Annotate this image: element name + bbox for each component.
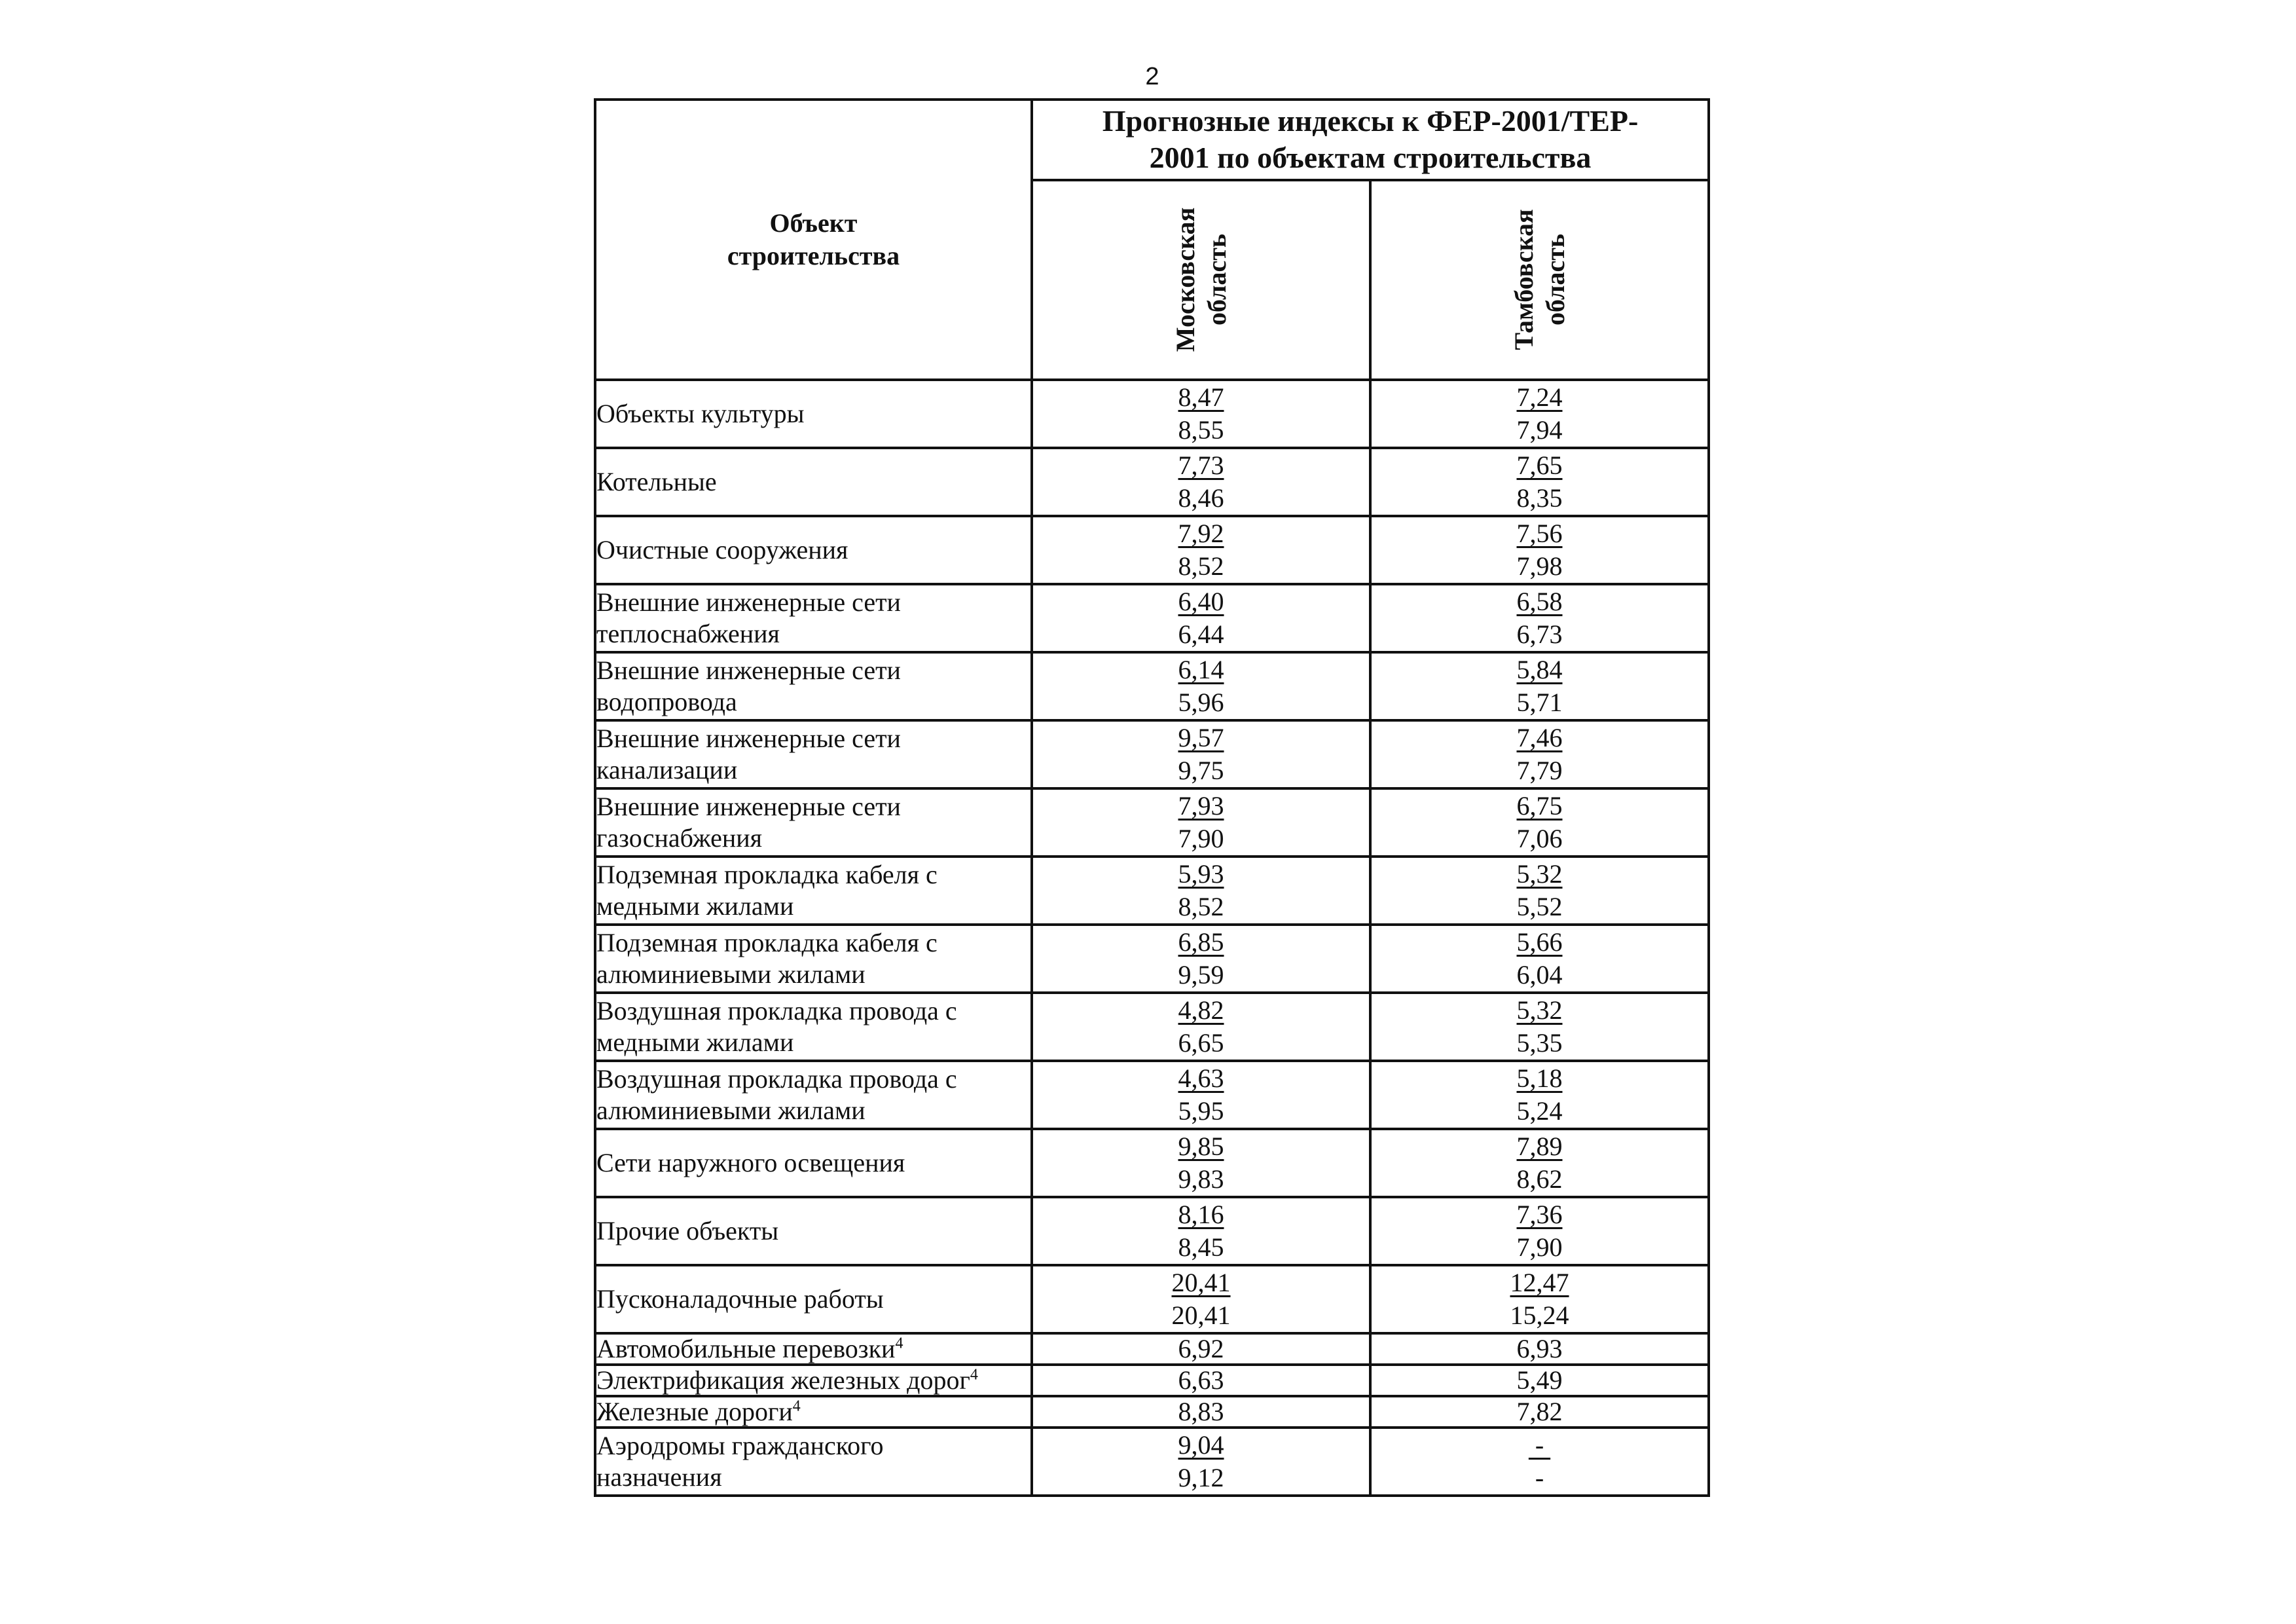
tambov-value-top: 12,47	[1510, 1268, 1569, 1297]
moscow-value-top: 6,85	[1178, 927, 1224, 957]
region-moscow-line-1: Московская	[1170, 208, 1200, 352]
moscow-value-top: 7,92	[1178, 519, 1224, 548]
table-row	[595, 1333, 1709, 1365]
row-name	[595, 448, 1032, 516]
moscow-value-bottom: 8,45	[1178, 1232, 1224, 1262]
moscow-value-top: 9,04	[1178, 1430, 1224, 1460]
row-name	[595, 1396, 1032, 1428]
tambov-value-top: 7,46	[1516, 723, 1563, 752]
moscow-values	[1032, 788, 1370, 857]
table-row	[595, 1197, 1709, 1265]
moscow-value-top: 8,16	[1178, 1200, 1224, 1229]
tambov-value-bottom: 7,98	[1516, 551, 1563, 581]
tambov-value-bottom: 7,90	[1516, 1232, 1563, 1262]
row-name-text: Автомобильные перевозки	[596, 1334, 896, 1363]
region-moscow-line-2: область	[1201, 234, 1231, 326]
tambov-values	[1370, 652, 1709, 720]
region-tambov-line-2: область	[1540, 234, 1570, 326]
tambov-values	[1370, 584, 1709, 652]
table-row	[595, 1428, 1709, 1496]
tambov-value-top: 5,66	[1516, 927, 1563, 957]
table-row	[595, 857, 1709, 925]
tambov-value-bottom: 6,73	[1516, 619, 1563, 649]
table-row	[595, 516, 1709, 584]
tambov-value-top: 7,65	[1516, 451, 1563, 480]
row-name	[595, 720, 1032, 788]
moscow-values	[1032, 380, 1370, 448]
row-name-text: Электрификация железных дорог	[596, 1365, 970, 1395]
row-name-text: Объекты культуры	[596, 399, 805, 428]
tambov-value-bottom: 5,35	[1516, 1028, 1563, 1058]
row-name-line-1: Подземная прокладка кабеля с	[596, 860, 938, 889]
row-name	[595, 993, 1032, 1061]
tambov-value-top: 5,18	[1516, 1063, 1563, 1093]
footnote-marker: 4	[970, 1366, 978, 1384]
moscow-value-bottom: 9,12	[1178, 1463, 1224, 1492]
table-row	[595, 1396, 1709, 1428]
tambov-value: 6,93	[1370, 1333, 1709, 1365]
moscow-value-bottom: 9,59	[1178, 960, 1224, 989]
tambov-value-bottom: 6,04	[1516, 960, 1563, 989]
tambov-value-bottom: 8,62	[1516, 1164, 1563, 1194]
tambov-value-bottom: 5,71	[1516, 688, 1563, 717]
row-name	[595, 1129, 1032, 1197]
row-name-line-1: Воздушная прокладка провода с	[596, 996, 957, 1025]
row-name	[595, 1265, 1032, 1333]
table-row	[595, 993, 1709, 1061]
moscow-value-bottom: 20,41	[1171, 1301, 1231, 1330]
moscow-value-top: 7,73	[1178, 451, 1224, 480]
row-name	[595, 1333, 1032, 1365]
tambov-value-top: 5,32	[1516, 995, 1563, 1025]
tambov-values	[1370, 1428, 1709, 1496]
moscow-value-bottom: 8,52	[1178, 892, 1224, 921]
tambov-values	[1370, 1265, 1709, 1333]
row-name-text: Железные дороги	[596, 1397, 793, 1426]
header-group-line-1: Прогнозные индексы к ФЕР-2001/ТЕР-	[1102, 104, 1639, 138]
tambov-value-bottom: 8,35	[1516, 483, 1563, 513]
moscow-value-top: 9,57	[1178, 723, 1224, 752]
tambov-value-bottom: 7,79	[1516, 756, 1563, 785]
moscow-value-top: 6,14	[1178, 655, 1224, 684]
moscow-values	[1032, 1129, 1370, 1197]
row-name	[595, 652, 1032, 720]
row-name-line-2: канализации	[596, 755, 738, 784]
row-name	[595, 380, 1032, 448]
tambov-value-top: 7,89	[1516, 1132, 1563, 1161]
row-name-text: Прочие объекты	[596, 1216, 779, 1246]
moscow-values	[1032, 993, 1370, 1061]
row-name	[595, 1061, 1032, 1129]
tambov-values	[1370, 857, 1709, 925]
row-name	[595, 516, 1032, 584]
moscow-values	[1032, 584, 1370, 652]
row-name-line-2: теплоснабжения	[596, 619, 780, 648]
row-name-text: Очистные сооружения	[596, 535, 848, 564]
moscow-value: 8,83	[1032, 1396, 1370, 1428]
tambov-value: 7,82	[1370, 1396, 1709, 1428]
row-name-line-2: водопровода	[596, 687, 737, 716]
moscow-value-bottom: 6,44	[1178, 619, 1224, 649]
tambov-value-bottom: 5,52	[1516, 892, 1563, 921]
row-name-line-1: Внешние инженерные сети	[596, 587, 901, 617]
tambov-values	[1370, 720, 1709, 788]
table-row	[595, 925, 1709, 993]
row-name-text: Пусконаладочные работы	[596, 1284, 884, 1314]
row-name-line-1: Внешние инженерные сети	[596, 655, 901, 685]
footnote-marker: 4	[792, 1397, 801, 1415]
moscow-values	[1032, 652, 1370, 720]
tambov-values	[1370, 1197, 1709, 1265]
tambov-value-bottom: 7,94	[1516, 415, 1563, 445]
moscow-value-top: 8,47	[1178, 382, 1224, 412]
header-object-column	[595, 100, 1032, 380]
moscow-value-bottom: 9,75	[1178, 756, 1224, 785]
moscow-value-bottom: 8,46	[1178, 483, 1224, 513]
table-row	[595, 448, 1709, 516]
header-index-group	[1032, 100, 1709, 180]
moscow-values	[1032, 857, 1370, 925]
row-name-line-2: газоснабжения	[596, 823, 763, 853]
row-name	[595, 788, 1032, 857]
moscow-values	[1032, 1197, 1370, 1265]
tambov-value-top: -	[1528, 1430, 1551, 1460]
header-group-line-2: 2001 по объектам строительства	[1149, 141, 1592, 175]
moscow-values	[1032, 925, 1370, 993]
row-name-line-1: Подземная прокладка кабеля с	[596, 928, 938, 957]
header-object-label-1: Объект	[769, 208, 858, 238]
moscow-value-bottom: 7,90	[1178, 824, 1224, 853]
table-row	[595, 1061, 1709, 1129]
moscow-value-bottom: 8,55	[1178, 415, 1224, 445]
table-row	[595, 1265, 1709, 1333]
row-name	[595, 1365, 1032, 1396]
header-object-label-2: строительства	[727, 241, 900, 270]
tambov-value-top: 5,84	[1516, 655, 1563, 684]
tambov-value-top: 7,36	[1516, 1200, 1563, 1229]
moscow-values	[1032, 516, 1370, 584]
row-name	[595, 1428, 1032, 1496]
moscow-values	[1032, 1265, 1370, 1333]
moscow-values	[1032, 720, 1370, 788]
table-row	[595, 652, 1709, 720]
header-region-moscow	[1032, 180, 1370, 380]
page-number: 2	[1145, 63, 1159, 90]
tambov-values	[1370, 516, 1709, 584]
tambov-values	[1370, 788, 1709, 857]
row-name-line-2: алюминиевыми жилами	[596, 1096, 866, 1125]
tambov-values	[1370, 380, 1709, 448]
tambov-value-top: 6,58	[1516, 587, 1563, 616]
tambov-value-bottom: -	[1535, 1463, 1544, 1492]
row-name-line-1: Аэродромы гражданского	[596, 1431, 884, 1460]
table-row	[595, 1129, 1709, 1197]
row-name-text: Сети наружного освещения	[596, 1148, 905, 1177]
table-row	[595, 788, 1709, 857]
row-name	[595, 925, 1032, 993]
table-row	[595, 1365, 1709, 1396]
row-name-line-1: Внешние инженерные сети	[596, 724, 901, 753]
moscow-value-top: 5,93	[1178, 859, 1224, 889]
moscow-value: 6,92	[1032, 1333, 1370, 1365]
tambov-value-bottom: 5,24	[1516, 1096, 1563, 1126]
tambov-values	[1370, 925, 1709, 993]
price-index-table	[594, 98, 1710, 1497]
tambov-value-top: 7,24	[1516, 382, 1563, 412]
moscow-value-bottom: 6,65	[1178, 1028, 1224, 1058]
tambov-value-top: 6,75	[1516, 791, 1563, 821]
tambov-values	[1370, 1061, 1709, 1129]
moscow-values	[1032, 448, 1370, 516]
tambov-value-top: 5,32	[1516, 859, 1563, 889]
moscow-values	[1032, 1061, 1370, 1129]
moscow-value-top: 6,40	[1178, 587, 1224, 616]
footnote-marker: 4	[895, 1335, 903, 1352]
row-name-line-2: алюминиевыми жилами	[596, 959, 866, 989]
tambov-value-top: 7,56	[1516, 519, 1563, 548]
tambov-values	[1370, 1129, 1709, 1197]
tambov-value: 5,49	[1370, 1365, 1709, 1396]
row-name	[595, 1197, 1032, 1265]
moscow-value-top: 7,93	[1178, 791, 1224, 821]
row-name-line-2: медными жилами	[596, 891, 794, 921]
row-name-line-1: Воздушная прокладка провода с	[596, 1064, 957, 1094]
moscow-values	[1032, 1428, 1370, 1496]
row-name-line-2: медными жилами	[596, 1027, 794, 1057]
moscow-value: 6,63	[1032, 1365, 1370, 1396]
moscow-value-top: 4,82	[1178, 995, 1224, 1025]
row-name-line-2: назначения	[596, 1462, 722, 1492]
moscow-value-top: 9,85	[1178, 1132, 1224, 1161]
tambov-values	[1370, 448, 1709, 516]
header-region-tambov	[1370, 180, 1709, 380]
moscow-value-top: 20,41	[1171, 1268, 1231, 1297]
tambov-values	[1370, 993, 1709, 1061]
row-name-text: Котельные	[596, 467, 717, 496]
moscow-value-bottom: 5,95	[1178, 1096, 1224, 1126]
table-row	[595, 584, 1709, 652]
moscow-value-bottom: 8,52	[1178, 551, 1224, 581]
table-row	[595, 720, 1709, 788]
row-name-line-1: Внешние инженерные сети	[596, 792, 901, 821]
row-name	[595, 857, 1032, 925]
moscow-value-bottom: 9,83	[1178, 1164, 1224, 1194]
tambov-value-bottom: 15,24	[1510, 1301, 1569, 1330]
moscow-value-top: 4,63	[1178, 1063, 1224, 1093]
table-row	[595, 380, 1709, 448]
region-tambov-line-1: Тамбовская	[1508, 209, 1539, 350]
tambov-value-bottom: 7,06	[1516, 824, 1563, 853]
row-name	[595, 584, 1032, 652]
moscow-value-bottom: 5,96	[1178, 688, 1224, 717]
